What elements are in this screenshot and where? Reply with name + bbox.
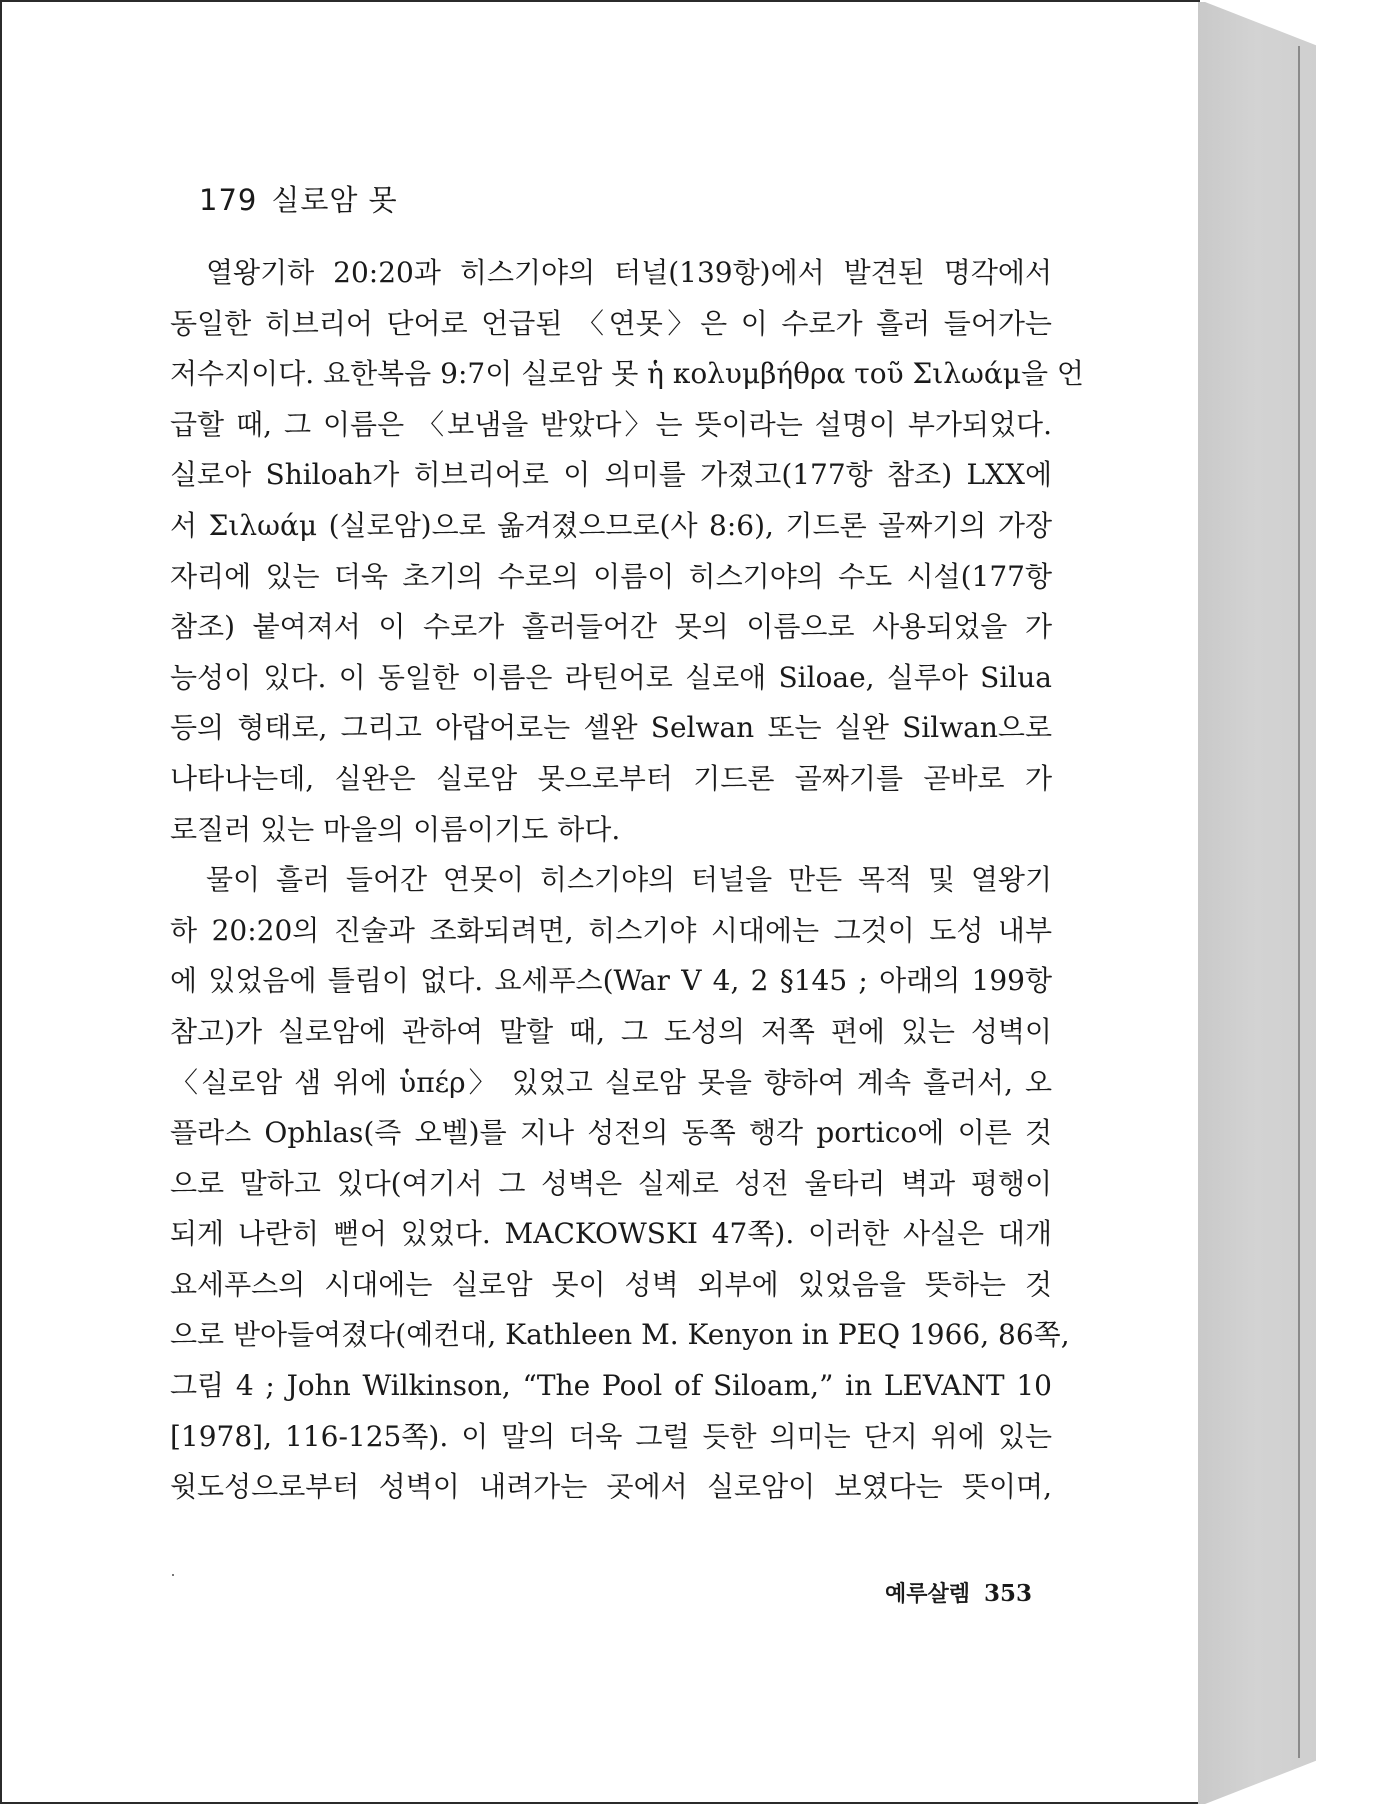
text-line: 등의 형태로, 그리고 아랍어로는 셀완 Selwan 또는 실완 Silwan으로 — [170, 711, 1052, 745]
body-text — [170, 248, 1084, 1513]
page-number: 353 — [984, 1580, 1033, 1607]
page-footer — [885, 1577, 1032, 1608]
text-line: 플라스 Ophlas(즉 오벨)를 지나 성전의 동쪽 행각 portico에 이른 것 — [170, 1116, 1052, 1150]
text-line: 되게 나란히 뻗어 있었다. MACKOWSKI 47쪽). 이러한 사실은 대개 — [170, 1217, 1052, 1251]
text-line: 참고)가 실로암에 관하여 말할 때, 그 도성의 저쪽 편에 있는 성벽이 — [170, 1014, 1052, 1048]
text-line: 물이 흘러 들어간 연못이 히스기야의 터널을 만든 목적 및 열왕기 — [206, 863, 1052, 897]
text-line: 윗도성으로부터 성벽이 내려가는 곳에서 실로암이 보였다는 뜻이며, — [170, 1470, 1052, 1504]
text-line: 나타나는데, 실완은 실로암 못으로부터 기드론 골짜기를 곧바로 가 — [170, 761, 1052, 795]
section-heading — [199, 178, 398, 219]
text-line: [1978], 116-125쪽). 이 말의 더욱 그럴 듯한 의미는 단지 위에 있는 — [170, 1419, 1052, 1453]
text-line: 동일한 히브리어 단어로 언급된 〈연못〉은 이 수로가 흘러 들어가는 — [170, 306, 1052, 340]
section-number: 179 — [199, 183, 258, 217]
text-line: 참조) 붙여져서 이 수로가 흘러들어간 못의 이름으로 사용되었을 가 — [170, 610, 1052, 644]
scan-speck — [172, 1574, 174, 1576]
text-line: 능성이 있다. 이 동일한 이름은 라틴어로 실로애 Siloae, 실루아 Silua — [170, 660, 1052, 694]
text-line: 서 Σιλωάμ (실로암)으로 옮겨졌으므로(사 8:6), 기드론 골짜기의 가장 — [170, 508, 1052, 542]
book-spine-edge — [1298, 46, 1300, 1758]
text-line: 자리에 있는 더욱 초기의 수로의 이름이 히스기야의 수도 시설(177항 — [170, 559, 1052, 593]
text-line: 열왕기하 20:20과 히스기야의 터널(139항)에서 발견된 명각에서 — [206, 256, 1052, 289]
text-line: 요세푸스의 시대에는 실로암 못이 성벽 외부에 있었음을 뜻하는 것 — [170, 1267, 1052, 1301]
text-line: 저수지이다. 요한복음 9:7이 실로암 못 ἡ κολυμβήθρα τοῦ Σιλωάμ을 언 — [170, 357, 1084, 391]
section-title: 실로암 못 — [271, 183, 398, 217]
text-line: 으로 말하고 있다(여기서 그 성벽은 실제로 성전 울타리 벽과 평행이 — [170, 1166, 1052, 1200]
text-line: 하 20:20의 진술과 조화되려면, 히스기야 시대에는 그것이 도성 내부 — [170, 913, 1052, 947]
text-line: 그림 4 ; John Wilkinson, “The Pool of Siloam,” in LEVANT 10 — [170, 1369, 1052, 1403]
text-line: 로질러 있는 마을의 이름이기도 하다. — [170, 812, 621, 846]
text-line: 급할 때, 그 이름은 〈보냄을 받았다〉는 뜻이라는 설명이 부가되었다. — [170, 407, 1052, 441]
text-line: 실로아 Shiloah가 히브리어로 이 의미를 가졌고(177항 참조) LXX에 — [170, 458, 1052, 492]
text-line: 으로 받아들여졌다(예컨대, Kathleen M. Kenyon in PEQ 1966, 86쪽, — [170, 1318, 1070, 1352]
text-line: 〈실로암 샘 위에 ὑπέρ〉 있었고 실로암 못을 향하여 계속 흘러서, 오 — [170, 1065, 1052, 1099]
running-title: 예루살렘 — [885, 1582, 971, 1607]
text-line: 에 있었음에 틀림이 없다. 요세푸스(War V 4, 2 §145 ; 아래의 199항 — [170, 964, 1052, 998]
